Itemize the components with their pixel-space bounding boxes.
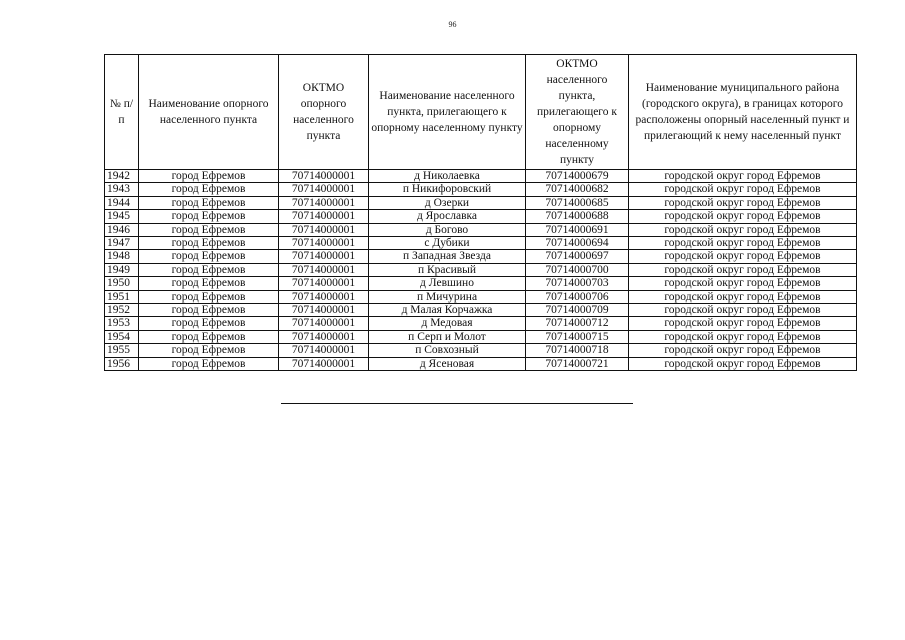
cell-row-number: 1944	[105, 196, 139, 209]
cell-adjacent-settlement: д Медовая	[369, 317, 526, 330]
header-base-settlement: Наименование опорного населенного пункта	[139, 55, 279, 170]
header-municipal-district: Наименование муниципального района (городского округа), в границах которого расположены опорный населенный пункт и прилегающий к нему населенный пункт	[629, 55, 857, 170]
cell-row-number: 1955	[105, 344, 139, 357]
cell-row-number: 1948	[105, 250, 139, 263]
cell-base-settlement: город Ефремов	[139, 357, 279, 370]
cell-municipal-district: городской округ город Ефремов	[629, 344, 857, 357]
table-body	[105, 170, 857, 371]
cell-adjacent-oktmo: 70714000700	[526, 263, 629, 276]
cell-base-settlement: город Ефремов	[139, 290, 279, 303]
cell-municipal-district: городской округ город Ефремов	[629, 317, 857, 330]
cell-base-oktmo: 70714000001	[279, 183, 369, 196]
cell-municipal-district: городской округ город Ефремов	[629, 237, 857, 250]
cell-row-number: 1953	[105, 317, 139, 330]
cell-base-oktmo: 70714000001	[279, 330, 369, 343]
cell-base-oktmo: 70714000001	[279, 304, 369, 317]
cell-base-settlement: город Ефремов	[139, 170, 279, 183]
cell-base-settlement: город Ефремов	[139, 344, 279, 357]
table-row	[105, 183, 857, 196]
cell-row-number: 1946	[105, 223, 139, 236]
cell-base-oktmo: 70714000001	[279, 170, 369, 183]
cell-municipal-district: городской округ город Ефремов	[629, 250, 857, 263]
cell-municipal-district: городской округ город Ефремов	[629, 304, 857, 317]
cell-base-settlement: город Ефремов	[139, 210, 279, 223]
cell-row-number: 1949	[105, 263, 139, 276]
cell-municipal-district: городской округ город Ефремов	[629, 183, 857, 196]
cell-base-settlement: город Ефремов	[139, 304, 279, 317]
cell-row-number: 1943	[105, 183, 139, 196]
cell-base-oktmo: 70714000001	[279, 277, 369, 290]
cell-adjacent-settlement: д Озерки	[369, 196, 526, 209]
cell-adjacent-oktmo: 70714000682	[526, 183, 629, 196]
cell-base-settlement: город Ефремов	[139, 237, 279, 250]
header-adjacent-oktmo: ОКТМО населенного пункта, прилегающего к опорному населенному пункту	[526, 55, 629, 170]
cell-base-oktmo: 70714000001	[279, 290, 369, 303]
cell-municipal-district: городской округ город Ефремов	[629, 357, 857, 370]
cell-row-number: 1951	[105, 290, 139, 303]
cell-adjacent-settlement: д Малая Корчажка	[369, 304, 526, 317]
table-row	[105, 344, 857, 357]
cell-base-settlement: город Ефремов	[139, 250, 279, 263]
cell-adjacent-settlement: п Никифоровский	[369, 183, 526, 196]
cell-row-number: 1945	[105, 210, 139, 223]
cell-row-number: 1942	[105, 170, 139, 183]
cell-adjacent-settlement: п Красивый	[369, 263, 526, 276]
cell-adjacent-oktmo: 70714000703	[526, 277, 629, 290]
cell-row-number: 1947	[105, 237, 139, 250]
cell-base-oktmo: 70714000001	[279, 223, 369, 236]
cell-municipal-district: городской округ город Ефремов	[629, 210, 857, 223]
page-number: 96	[448, 20, 457, 29]
cell-adjacent-settlement: д Ясеновая	[369, 357, 526, 370]
cell-municipal-district: городской округ город Ефремов	[629, 290, 857, 303]
cell-adjacent-oktmo: 70714000691	[526, 223, 629, 236]
table-row	[105, 210, 857, 223]
table-row	[105, 250, 857, 263]
table-row	[105, 237, 857, 250]
cell-municipal-district: городской округ город Ефремов	[629, 330, 857, 343]
table-row	[105, 317, 857, 330]
cell-municipal-district: городской округ город Ефремов	[629, 263, 857, 276]
cell-base-oktmo: 70714000001	[279, 263, 369, 276]
cell-base-settlement: город Ефремов	[139, 196, 279, 209]
cell-adjacent-settlement: п Серп и Молот	[369, 330, 526, 343]
cell-base-oktmo: 70714000001	[279, 344, 369, 357]
cell-adjacent-oktmo: 70714000712	[526, 317, 629, 330]
cell-adjacent-oktmo: 70714000685	[526, 196, 629, 209]
cell-base-oktmo: 70714000001	[279, 196, 369, 209]
cell-base-settlement: город Ефремов	[139, 183, 279, 196]
cell-base-settlement: город Ефремов	[139, 317, 279, 330]
cell-adjacent-oktmo: 70714000706	[526, 290, 629, 303]
cell-base-oktmo: 70714000001	[279, 237, 369, 250]
cell-row-number: 1956	[105, 357, 139, 370]
cell-adjacent-settlement: с Дубики	[369, 237, 526, 250]
cell-adjacent-settlement: д Ярославка	[369, 210, 526, 223]
cell-adjacent-settlement: д Левшино	[369, 277, 526, 290]
table-row	[105, 196, 857, 209]
cell-adjacent-oktmo: 70714000718	[526, 344, 629, 357]
table-row	[105, 170, 857, 183]
end-rule	[281, 403, 633, 404]
cell-adjacent-settlement: п Мичурина	[369, 290, 526, 303]
header-base-oktmo: ОКТМО опорного населенного пункта	[279, 55, 369, 170]
cell-base-settlement: город Ефремов	[139, 277, 279, 290]
cell-adjacent-settlement: д Богово	[369, 223, 526, 236]
table-row	[105, 263, 857, 276]
table-header-row	[105, 55, 857, 170]
cell-municipal-district: городской округ город Ефремов	[629, 196, 857, 209]
table-row	[105, 277, 857, 290]
cell-adjacent-oktmo: 70714000679	[526, 170, 629, 183]
cell-row-number: 1952	[105, 304, 139, 317]
cell-adjacent-oktmo: 70714000694	[526, 237, 629, 250]
cell-base-oktmo: 70714000001	[279, 317, 369, 330]
cell-row-number: 1954	[105, 330, 139, 343]
cell-adjacent-settlement: п Западная Звезда	[369, 250, 526, 263]
cell-municipal-district: городской округ город Ефремов	[629, 170, 857, 183]
table-row	[105, 290, 857, 303]
cell-base-oktmo: 70714000001	[279, 250, 369, 263]
table-row	[105, 357, 857, 370]
cell-adjacent-oktmo: 70714000688	[526, 210, 629, 223]
cell-adjacent-oktmo: 70714000721	[526, 357, 629, 370]
cell-base-oktmo: 70714000001	[279, 357, 369, 370]
cell-adjacent-oktmo: 70714000697	[526, 250, 629, 263]
cell-base-oktmo: 70714000001	[279, 210, 369, 223]
table-row	[105, 223, 857, 236]
table-row	[105, 304, 857, 317]
cell-row-number: 1950	[105, 277, 139, 290]
cell-base-settlement: город Ефремов	[139, 263, 279, 276]
cell-base-settlement: город Ефремов	[139, 223, 279, 236]
cell-adjacent-oktmo: 70714000709	[526, 304, 629, 317]
header-adjacent-settlement: Наименование населенного пункта, прилегающего к опорному населенному пункту	[369, 55, 526, 170]
cell-adjacent-settlement: д Николаевка	[369, 170, 526, 183]
settlements-table	[104, 54, 857, 371]
cell-adjacent-oktmo: 70714000715	[526, 330, 629, 343]
cell-base-settlement: город Ефремов	[139, 330, 279, 343]
cell-municipal-district: городской округ город Ефремов	[629, 277, 857, 290]
cell-adjacent-settlement: п Совхозный	[369, 344, 526, 357]
header-number: № п/п	[105, 55, 139, 170]
cell-municipal-district: городской округ город Ефремов	[629, 223, 857, 236]
table-row	[105, 330, 857, 343]
